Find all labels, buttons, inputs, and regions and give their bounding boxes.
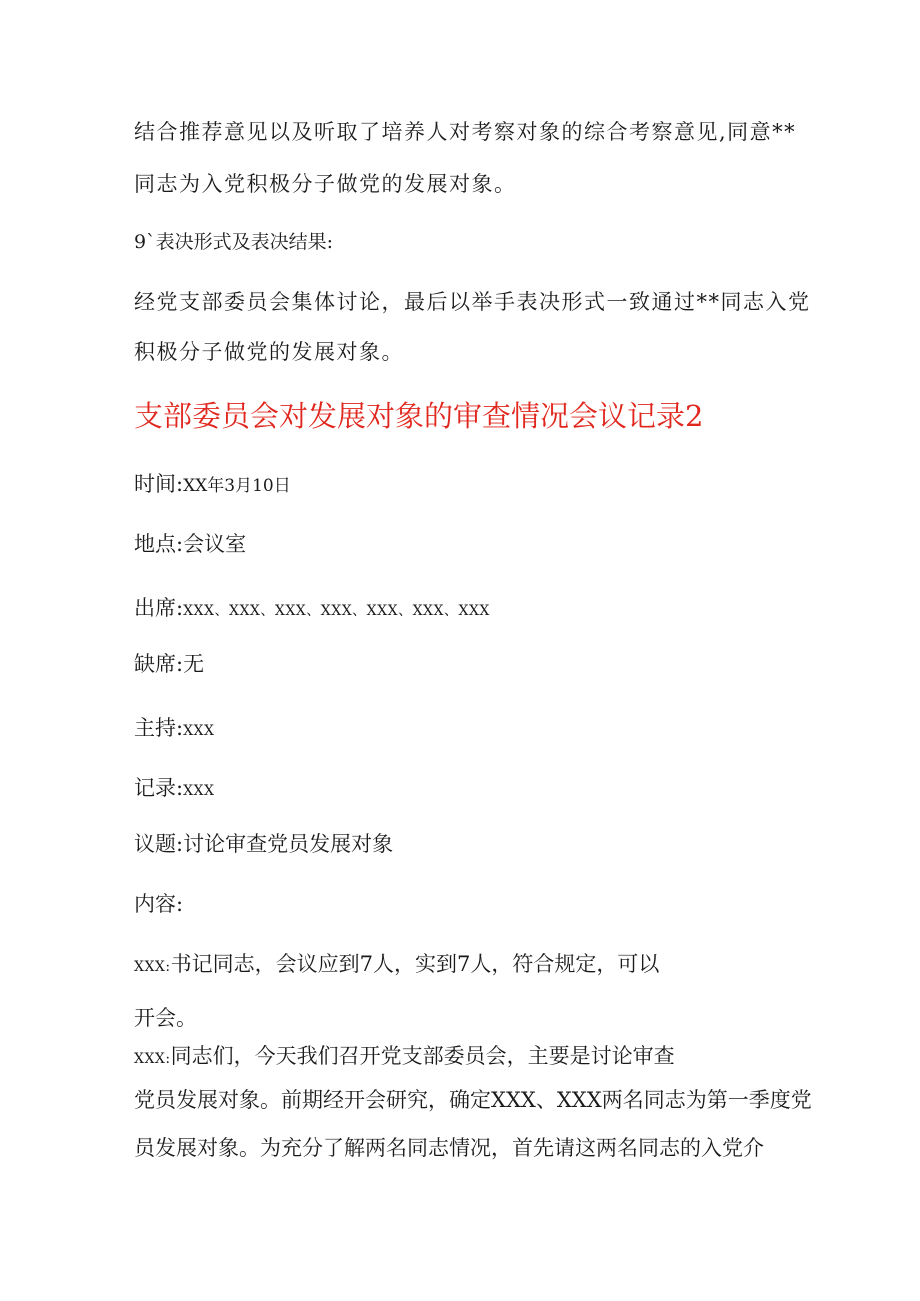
speech-text: 同志们，今天我们召开党支部委员会，主要是讨论审查 <box>170 1044 675 1068</box>
content-line: 员发展对象。为充分了解两名同志情况，首先请这两名同志的入党介 <box>134 1136 764 1160</box>
meta-topic <box>134 830 393 858</box>
meta-content-label: 内容: <box>134 892 184 916</box>
meta-label: 出席: <box>134 596 184 620</box>
speaker: XXX: <box>134 1051 171 1067</box>
meta-time <box>134 470 291 500</box>
meta-value: XX年3月10日 <box>183 476 291 496</box>
meta-value: XXX、XXX、XXX、XXX、XXX、XXX、XXX <box>183 603 490 619</box>
meta-value: XXX <box>183 723 215 739</box>
meta-label: 时间: <box>134 472 184 496</box>
sub-heading: 9`表决形式及表决结果: <box>134 231 333 253</box>
paragraph-line: 经党支部委员会集体讨论，最后以举手表决形式一致通过**同志入党 <box>134 290 811 314</box>
meta-value: 会议室 <box>183 532 247 556</box>
meta-value: 无 <box>183 652 205 676</box>
meta-label: 缺席: <box>134 652 184 676</box>
meta-recorder <box>134 774 214 805</box>
content-line <box>134 950 659 981</box>
speech-text: 书记同志，会议应到7人，实到7人，符合规定，可以 <box>170 952 660 976</box>
paragraph-line: 结合推荐意见以及听取了培养人对考察对象的综合考察意见,同意** <box>134 120 797 144</box>
paragraph-line: 积极分子做党的发展对象。 <box>134 340 404 364</box>
meta-label: 主持: <box>134 716 184 740</box>
meta-place <box>134 530 246 558</box>
paragraph-line: 同志为入党积极分子做党的发展对象。 <box>134 172 517 196</box>
meta-label: 议题: <box>134 832 184 856</box>
speaker: XXX: <box>134 959 171 975</box>
meta-value: 讨论审查党员发展对象 <box>183 832 394 856</box>
content-line <box>134 1042 675 1073</box>
meta-absent <box>134 650 204 678</box>
content-line: 开会。 <box>134 1006 197 1030</box>
meta-attendees <box>134 594 490 625</box>
content-line: 党员发展对象。前期经开会研究，确定XXX、XXX两名同志为第一季度党 <box>134 1088 812 1112</box>
section-title: 支部委员会对发展对象的审查情况会议记录2 <box>134 399 704 433</box>
meta-host <box>134 714 214 745</box>
meta-label: 地点: <box>134 532 184 556</box>
meta-label: 记录: <box>134 776 184 800</box>
meta-value: XXX <box>183 783 215 799</box>
